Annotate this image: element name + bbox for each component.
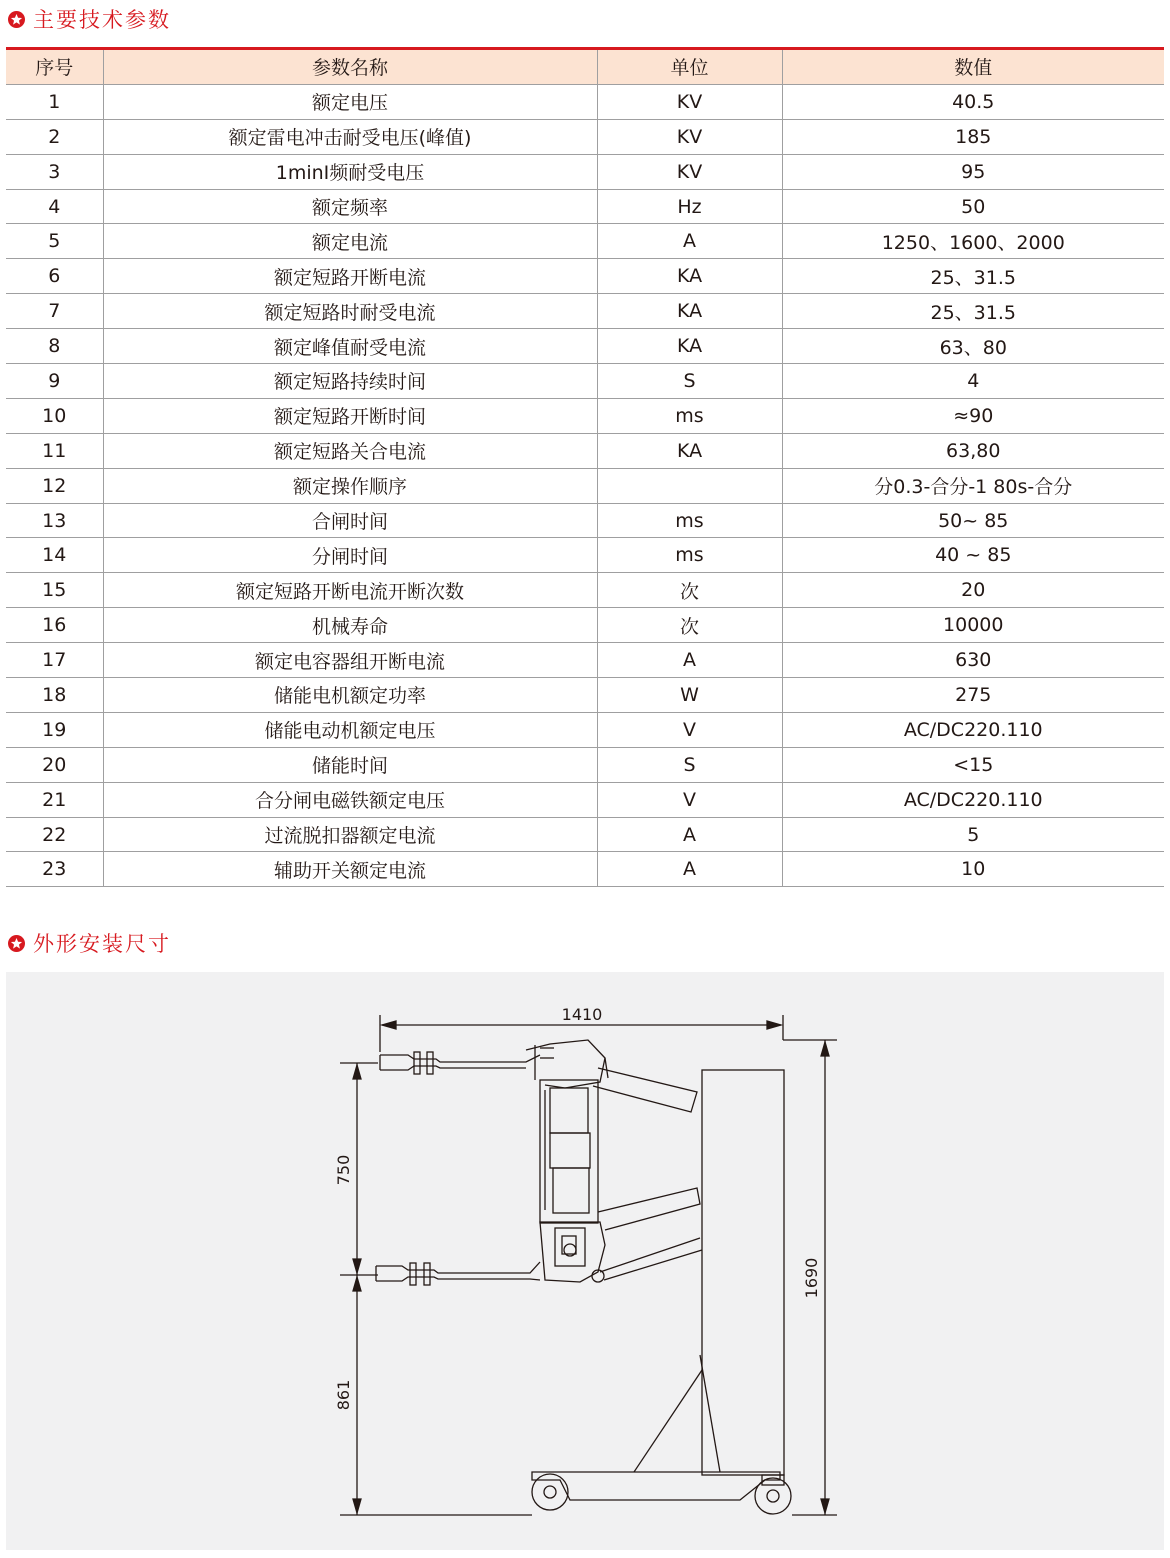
cell-index: 1 — [6, 84, 103, 119]
cell-value: 50~ 85 — [782, 503, 1164, 538]
cell-parameter: 额定短路持续时间 — [103, 364, 597, 399]
cell-unit: KV — [597, 119, 782, 154]
cell-unit: KA — [597, 329, 782, 364]
cell-parameter: 分闸时间 — [103, 538, 597, 573]
cell-value: 40.5 — [782, 84, 1164, 119]
cell-unit: 次 — [597, 573, 782, 608]
cell-value: 4 — [782, 364, 1164, 399]
cell-parameter: 储能时间 — [103, 747, 597, 782]
cell-unit: A — [597, 817, 782, 852]
cell-parameter: 机械寿命 — [103, 608, 597, 643]
cell-unit: A — [597, 852, 782, 887]
header-unit: 单位 — [597, 50, 782, 84]
cell-value: AC/DC220.110 — [782, 712, 1164, 747]
cell-parameter: 额定短路关合电流 — [103, 433, 597, 468]
cell-value: 10000 — [782, 608, 1164, 643]
cell-unit: V — [597, 782, 782, 817]
cell-index: 19 — [6, 712, 103, 747]
cell-unit: S — [597, 747, 782, 782]
cell-value: AC/DC220.110 — [782, 782, 1164, 817]
cell-unit: 次 — [597, 608, 782, 643]
cell-index: 22 — [6, 817, 103, 852]
cell-parameter: 额定电流 — [103, 224, 597, 259]
cell-unit: A — [597, 643, 782, 678]
section-title: 外形安装尺寸 — [33, 932, 171, 956]
cell-parameter: 1minI频耐受电压 — [103, 154, 597, 189]
cell-value: ≈90 — [782, 398, 1164, 433]
cell-unit: W — [597, 678, 782, 713]
cell-index: 17 — [6, 643, 103, 678]
cell-value: 25、31.5 — [782, 294, 1164, 329]
cell-index: 14 — [6, 538, 103, 573]
cell-unit: S — [597, 364, 782, 399]
cell-index: 16 — [6, 608, 103, 643]
cell-value: 63、80 — [782, 329, 1164, 364]
cell-index: 9 — [6, 364, 103, 399]
cell-parameter: 合闸时间 — [103, 503, 597, 538]
cell-value: 63,80 — [782, 433, 1164, 468]
cell-parameter: 额定短路开断电流 — [103, 259, 597, 294]
header-parameter: 参数名称 — [103, 50, 597, 84]
cell-index: 23 — [6, 852, 103, 887]
cell-value: 185 — [782, 119, 1164, 154]
cell-index: 2 — [6, 119, 103, 154]
cell-parameter: 辅助开关额定电流 — [103, 852, 597, 887]
cell-parameter: 额定操作顺序 — [103, 468, 597, 503]
dimension-total-height-label: 1690 — [802, 1257, 821, 1299]
cell-index: 7 — [6, 294, 103, 329]
header-value: 数值 — [782, 50, 1164, 84]
cell-value: 5 — [782, 817, 1164, 852]
section-title: 主要技术参数 — [33, 8, 171, 32]
cell-value: 275 — [782, 678, 1164, 713]
cell-index: 5 — [6, 224, 103, 259]
cell-unit: ms — [597, 538, 782, 573]
cell-index: 12 — [6, 468, 103, 503]
cell-value: 分0.3-合分-1 80s-合分 — [782, 468, 1164, 503]
cell-parameter: 过流脱扣器额定电流 — [103, 817, 597, 852]
cell-unit: ms — [597, 398, 782, 433]
cell-unit: KA — [597, 259, 782, 294]
cell-parameter: 额定短路开断时间 — [103, 398, 597, 433]
dimension-width-label: 1410 — [561, 1005, 603, 1024]
cell-value: 50 — [782, 189, 1164, 224]
cell-index: 15 — [6, 573, 103, 608]
cell-index: 11 — [6, 433, 103, 468]
cell-value: 25、31.5 — [782, 259, 1164, 294]
cell-parameter: 额定短路开断电流开断次数 — [103, 573, 597, 608]
cell-parameter: 额定电容器组开断电流 — [103, 643, 597, 678]
cell-unit: KA — [597, 294, 782, 329]
cell-index: 6 — [6, 259, 103, 294]
cell-unit: A — [597, 224, 782, 259]
cell-parameter: 额定电压 — [103, 84, 597, 119]
cell-parameter: 合分闸电磁铁额定电压 — [103, 782, 597, 817]
cell-value: 630 — [782, 643, 1164, 678]
cell-unit: Hz — [597, 189, 782, 224]
cell-value: <15 — [782, 747, 1164, 782]
cell-index: 20 — [6, 747, 103, 782]
cell-value: 1250、1600、2000 — [782, 224, 1164, 259]
cell-index: 13 — [6, 503, 103, 538]
cell-index: 18 — [6, 678, 103, 713]
cell-parameter: 额定雷电冲击耐受电压(峰值) — [103, 119, 597, 154]
cell-parameter: 额定短路时耐受电流 — [103, 294, 597, 329]
cell-value: 95 — [782, 154, 1164, 189]
cell-parameter: 额定频率 — [103, 189, 597, 224]
dimension-contact-spacing-label: 750 — [334, 1154, 353, 1186]
cell-unit: ms — [597, 503, 782, 538]
cell-parameter: 储能电机额定功率 — [103, 678, 597, 713]
cell-unit: KV — [597, 154, 782, 189]
cell-parameter: 储能电动机额定电压 — [103, 712, 597, 747]
cell-value: 40 ~ 85 — [782, 538, 1164, 573]
cell-unit: KV — [597, 84, 782, 119]
cell-value: 20 — [782, 573, 1164, 608]
cell-index: 3 — [6, 154, 103, 189]
cell-unit: KA — [597, 433, 782, 468]
cell-index: 4 — [6, 189, 103, 224]
cell-index: 8 — [6, 329, 103, 364]
cell-parameter: 额定峰值耐受电流 — [103, 329, 597, 364]
cell-value: 10 — [782, 852, 1164, 887]
cell-index: 10 — [6, 398, 103, 433]
cell-index: 21 — [6, 782, 103, 817]
header-index: 序号 — [6, 50, 103, 84]
dimension-lower-height-label: 861 — [334, 1379, 353, 1411]
cell-unit: V — [597, 712, 782, 747]
